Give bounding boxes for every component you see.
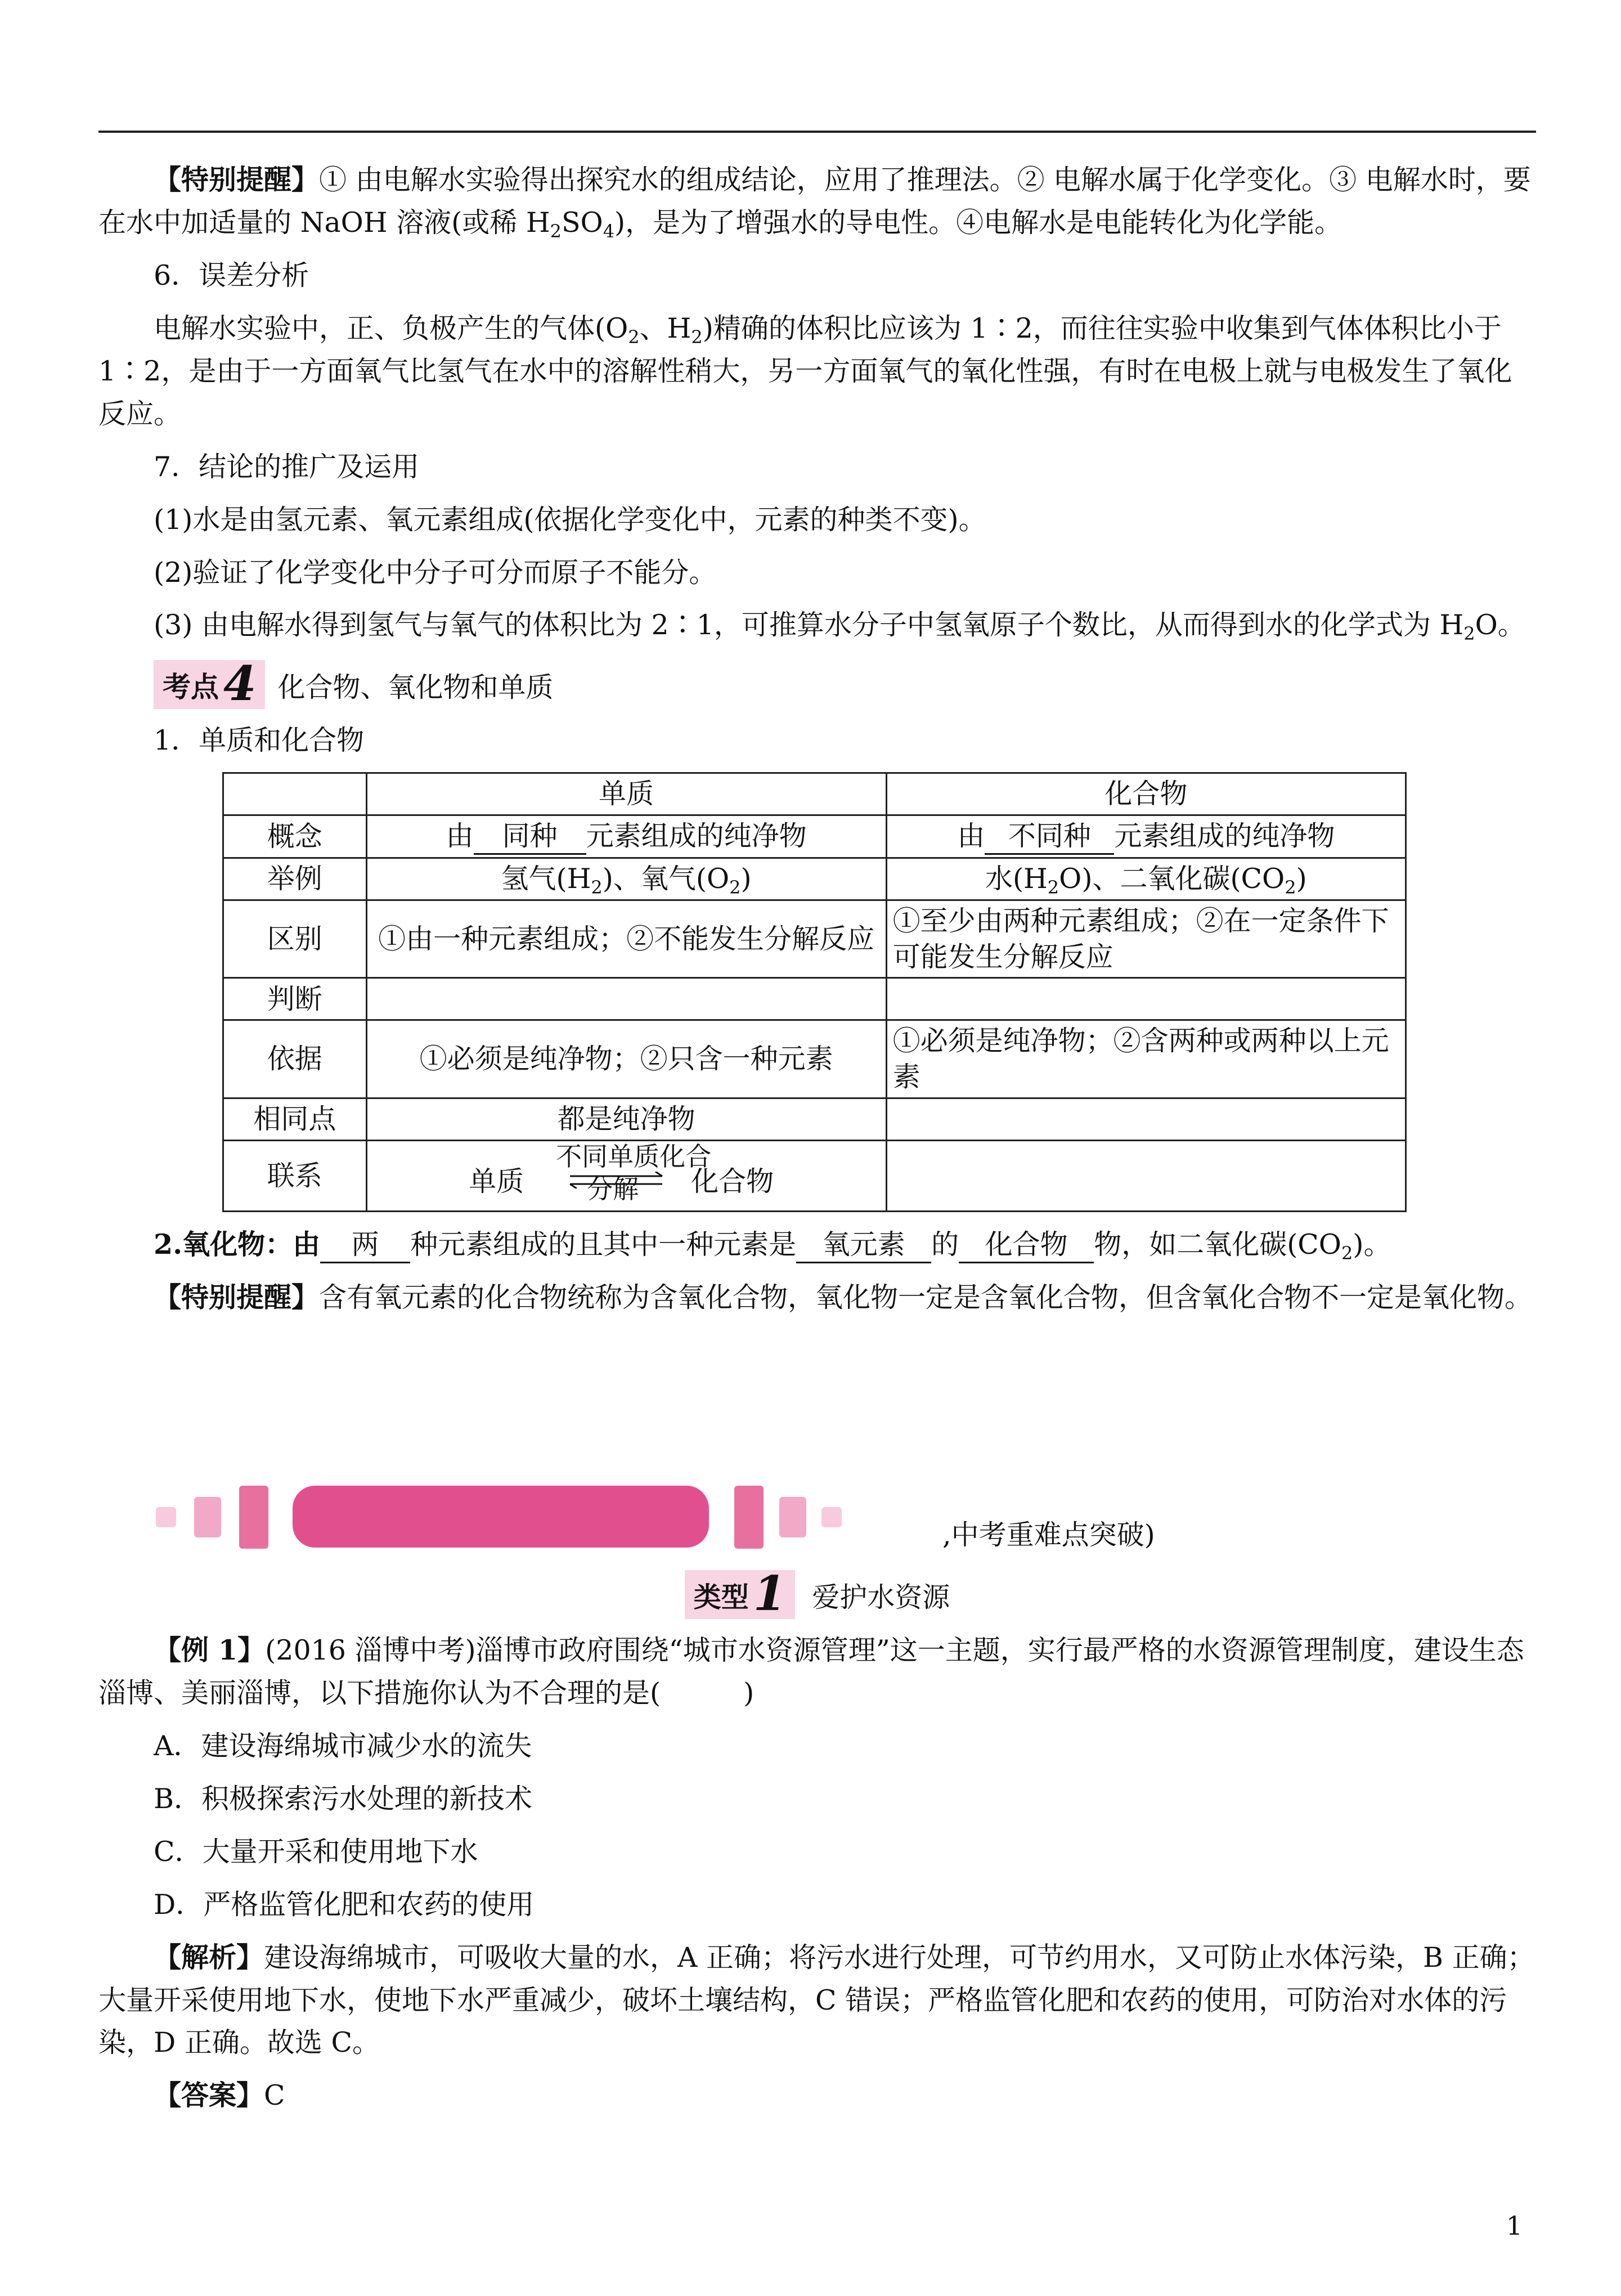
relation-diagram [469, 1141, 784, 1204]
banner-decoration [779, 1497, 806, 1537]
text: ) [740, 863, 752, 895]
type-label: 类型 [693, 1581, 749, 1613]
header-rule [98, 131, 1536, 133]
row-label: 区别 [223, 900, 367, 978]
row-label: 举例 [223, 858, 367, 900]
row-label: 判断 [223, 978, 367, 1020]
option-d: D．严格监管化肥和农药的使用 [154, 1888, 535, 1921]
text: (3) 由电解水得到氢气与氧气的体积比为 2∶1，可推算水分子中氢氧原子个数比，从而得到水的化学式为 H [154, 609, 1464, 642]
text: ) [1296, 863, 1307, 895]
fill-blank: 不同种 [985, 820, 1114, 855]
subscript: 2 [1047, 877, 1059, 899]
text: 的 [931, 1228, 959, 1261]
fill-blank: 两 [320, 1228, 410, 1263]
table-row [223, 858, 1406, 900]
tip-text: 含有氧元素的化合物统称为含氧化合物，氧化物一定是含氧化合物，但含氧化合物不一定是氧化物。 [319, 1281, 1533, 1314]
table-cell: ①必须是纯净物；②含两种或两种以上元素 [886, 1020, 1406, 1098]
page-content [98, 159, 1536, 1329]
heading-error-analysis: 6．误差分析 [154, 259, 309, 292]
text: 电解水实验中，正、负极产生的气体(O [154, 312, 628, 344]
tip-text: ① 由电解水实验得出探究水的组成结论，应用了推理法。② 电解水属于化学变化。③ 电解水时，要在水中加适量的 NaOH 溶液(或稀 H [98, 164, 1531, 239]
section-banner [98, 1474, 1536, 1559]
table-corner [223, 773, 367, 815]
table-cell [886, 1098, 1406, 1140]
example-question [98, 1629, 1536, 1715]
subscript: 2 [1463, 623, 1475, 645]
banner-decoration [239, 1486, 268, 1549]
table-cell: ①必须是纯净物；②只含一种元素 [366, 1020, 886, 1098]
table-cell: ①至少由两种元素组成；②在一定条件下可能发生分解反应 [886, 900, 1406, 978]
subscript: 2 [691, 326, 703, 348]
text: 水(H [985, 863, 1048, 895]
tip-label: 【特别提醒】 [154, 1281, 320, 1314]
kaodian-heading [154, 656, 1536, 712]
text: 2.氧化物：由 [154, 1228, 321, 1261]
table-row [223, 900, 1406, 978]
answer-label: 【答案】 [154, 2079, 264, 2112]
banner-decoration [821, 1507, 842, 1527]
row-label: 相同点 [223, 1098, 367, 1140]
tip-label: 【特别提醒】 [154, 163, 320, 196]
type-title: 爱护水资源 [812, 1581, 950, 1613]
subscript: 2 [591, 877, 603, 899]
kaodian-tag [154, 656, 265, 712]
subscript: 2 [628, 326, 640, 348]
subheading-elements-compounds: 1．单质和化合物 [154, 724, 365, 757]
text: )、氧气(O [602, 863, 730, 895]
tip-text: )，是为了增强水的导电性。④电解水是电能转化为化学能。 [614, 206, 1342, 239]
conclusion-3 [98, 604, 1536, 647]
banner-pill [293, 1486, 709, 1548]
kaodian-label: 考点 [163, 670, 219, 704]
banner-title: ,中考重难点突破) [942, 1519, 1155, 1551]
banner-decoration [194, 1497, 221, 1537]
text: O。 [1475, 609, 1525, 642]
type-tag [685, 1566, 795, 1621]
table-row [223, 1140, 1406, 1212]
text: 元素组成的纯净物 [1114, 820, 1335, 853]
conclusion-1: (1)水是由氢元素、氧元素组成(依据化学变化中，元素的种类不变)。 [154, 503, 986, 536]
subscript: 4 [603, 220, 615, 242]
banner-decoration [734, 1486, 764, 1549]
tip-text: SO [561, 206, 603, 239]
analysis-label: 【解析】 [154, 1940, 264, 1974]
table-header-element: 单质 [366, 773, 886, 815]
page-number: 1 [1506, 2210, 1523, 2241]
answer-text: C [264, 2079, 285, 2112]
table-header-compound: 化合物 [886, 773, 1406, 815]
table-cell: ①由一种元素组成；②不能发生分解反应 [366, 900, 886, 978]
analysis-paragraph [98, 1936, 1536, 2065]
option-a: A．建设海绵城市减少水的流失 [154, 1729, 532, 1762]
conclusion-2: (2)验证了化学变化中分子可分而原子不能分。 [154, 556, 717, 589]
table-cell [886, 815, 1406, 858]
table-row [223, 1098, 1406, 1140]
example-label: 【例 1】 [154, 1633, 266, 1666]
table-cell [886, 978, 1406, 1020]
table-cell [366, 978, 886, 1020]
heading-conclusion: 7．结论的推广及运用 [154, 450, 420, 483]
type-number: 1 [753, 1566, 787, 1621]
relation-bottom-label: 分解 [587, 1173, 639, 1204]
relation-element: 单质 [469, 1165, 524, 1198]
row-label: 依据 [223, 1020, 367, 1098]
answer-line [98, 2074, 1536, 2117]
banner-decoration [156, 1507, 176, 1527]
row-label: 联系 [223, 1140, 367, 1212]
subscript: 2 [1285, 877, 1296, 899]
fill-blank: 化合物 [959, 1228, 1094, 1263]
table-row [223, 815, 1406, 858]
text: 由 [446, 820, 474, 853]
table-cell: 都是纯净物 [366, 1098, 886, 1140]
fill-blank: 氧元素 [796, 1228, 931, 1263]
example-text: (2016 淄博中考)淄博市政府围绕“城市水资源管理”这一主题，实行最严格的水资源管理制度，建设生态淄博、美丽淄博，以下措施你认为不合理的是( ) [98, 1634, 1524, 1709]
text: 种元素组成的且其中一种元素是 [410, 1228, 797, 1261]
text: 氢气(H [501, 863, 591, 895]
subscript: 2 [729, 877, 741, 899]
row-label: 概念 [223, 815, 367, 858]
error-analysis-paragraph [98, 307, 1536, 436]
analysis-text: 建设海绵城市，可吸收大量的水，A 正确；将污水进行处理，可节约用水，又可防止水体污染，B 正确；大量开采使用地下水，使地下水严重减少，破坏土壤结构，C 错误；严格监管化肥和农药的使用，可防治对水体的污染，D 正确。故选 C。 [98, 1941, 1535, 2059]
text: 元素组成的纯净物 [586, 820, 807, 853]
fill-blank: 同种 [474, 820, 586, 855]
tip-paragraph-2 [98, 1276, 1536, 1319]
relation-compound: 化合物 [691, 1165, 774, 1198]
text: 、H [639, 312, 691, 344]
type-heading [98, 1566, 1536, 1621]
oxide-definition [98, 1223, 1536, 1266]
kaodian-title: 化合物、氧化物和单质 [277, 671, 554, 704]
relation-top-label: 不同单质化合 [556, 1141, 712, 1172]
table-row [223, 1020, 1406, 1098]
comparison-table [222, 772, 1407, 1212]
option-b: B．积极探索污水处理的新技术 [154, 1782, 533, 1815]
subscript: 2 [550, 220, 562, 242]
table-cell [366, 815, 886, 858]
kaodian-number: 4 [223, 656, 257, 712]
table-cell [886, 858, 1406, 900]
text: )。 [1353, 1228, 1391, 1261]
table-cell [366, 858, 886, 900]
table-cell [886, 1140, 1406, 1212]
example-section [98, 1566, 1536, 2127]
text: O)、二氧化碳(CO [1059, 863, 1285, 895]
table-cell [366, 1140, 886, 1212]
option-c: C．大量开采和使用地下水 [154, 1835, 478, 1868]
text: 由 [957, 820, 985, 853]
subscript: 2 [1341, 1243, 1353, 1264]
text: )精确的体积比应该为 1∶2，而往往实验中收集到气体体积比小于 1∶2，是由于一方面氧气比氢气在水中的溶解性稍大，另一方面氧气的氧化性强，有时在电极上就与电极发生了氧化反应。 [98, 312, 1512, 430]
text: 物，如二氧化碳(CO [1094, 1228, 1341, 1261]
tip-paragraph-1 [98, 159, 1536, 244]
table-row [223, 978, 1406, 1020]
